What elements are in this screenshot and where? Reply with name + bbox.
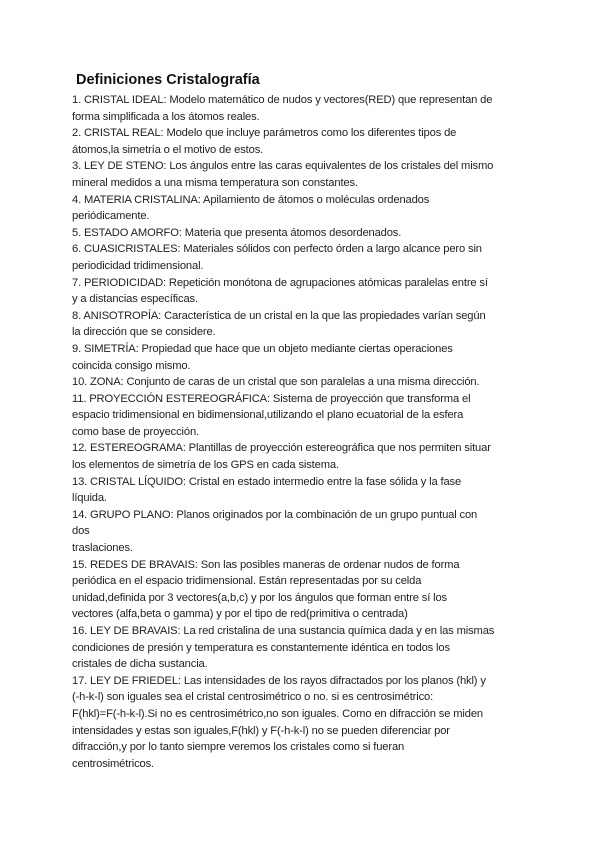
text-line: periodicidad tridimensional. [72,259,204,272]
text-line: 3. LEY DE STENO: Los ángulos entre las caras equivalentes de los cristales del mismo [72,160,494,173]
text-line: 1. CRISTAL IDEAL: Modelo matemático de nudos y vectores(RED) que representan de [72,94,493,106]
text-line: como base de proyección. [72,425,199,438]
text-line: espacio tridimensional en bidimensional,utilizando el plano ecuatorial de la esfera [72,409,464,422]
text-line: líquida. [72,492,107,505]
text-line: 14. GRUPO PLANO: Planos originados por la combinación de un grupo puntual con [72,508,478,521]
definitions-list [72,92,532,772]
text-line: 5. ESTADO AMORFO: Materia que presenta átomos desordenados. [72,226,402,239]
text-line: centrosimétricos. [72,757,155,770]
text-line: difracción,y por lo tanto siempre veremos los cristales como si fueran [72,741,405,754]
text-line: 2. CRISTAL REAL: Modelo que incluye parámetros como los diferentes tipos de [72,127,457,140]
text-line: periódica en el espacio tridimensional. Están representadas por su celda [72,575,422,588]
text-line: 9. SIMETRÍA: Propiedad que hace que un objeto mediante ciertas operaciones [72,342,453,355]
text-line: 12. ESTEREOGRAMA: Plantillas de proyección estereográfica que nos permiten situar [72,442,491,455]
text-line: unidad,definida por 3 vectores(a,b,c) y por los ángulos que forman entre sí los [72,591,447,604]
text-line: 17. LEY DE FRIEDEL: Las intensidades de los rayos difractados por los planos (hkl) y [72,674,486,687]
text-line: 10. ZONA: Conjunto de caras de un cristal que son paralelas a una misma dirección. [72,376,480,389]
document-title: Definiciones Cristalografía [76,72,260,88]
text-line: los elementos de simetría de los GPS en cada sistema. [72,459,339,472]
text-line: 6. CUASICRISTALES: Materiales sólidos con perfecto órden a largo alcance pero sin [72,243,482,256]
document-content [72,70,532,772]
text-line: 15. REDES DE BRAVAIS: Son las posibles maneras de ordenar nudos de forma [72,558,460,571]
text-line: átomos,la simetría o el motivo de estos. [72,143,264,156]
text-line: intensidades y estas son iguales,F(hkl) y F(-h-k-l) no se pueden diferenciar por [72,724,450,737]
text-line: la dirección que se considere. [72,326,216,339]
text-line: periódicamente. [72,210,150,223]
text-line: 16. LEY DE BRAVAIS: La red cristalina de una sustancia química dada y en las mismas [72,625,495,637]
text-line: dos [72,525,90,538]
text-line: y a distancias específicas. [72,293,198,306]
text-line: 7. PERIODICIDAD: Repetición monótona de agrupaciones atómicas paralelas entre sí [72,276,488,289]
text-line: vectores (alfa,beta o gamma) y por el tipo de red(primitiva o centrada) [72,608,408,621]
text-line: mineral medidos a una misma temperatura son constantes. [72,176,358,189]
text-line: forma simplificada a los átomos reales. [72,110,260,123]
text-line: 8. ANISOTROPÍA: Característica de un cristal en la que las propiedades varían según [72,309,486,322]
text-line: 11. PROYECCIÓN ESTEREOGRÁFICA: Sistema de proyección que transforma el [72,392,471,405]
text-line: 4. MATERIA CRISTALINA: Apilamiento de átomos o moléculas ordenados [72,193,430,206]
text-line: F(hkl)=F(-h-k-l).Si no es centrosimétrico,no son iguales. Como en difracción se miden [72,707,483,720]
text-line: traslaciones. [72,542,133,555]
text-line: coincida consigo mismo. [72,359,191,372]
text-line: 13. CRISTAL LÍQUIDO: Cristal en estado intermedio entre la fase sólida y la fase [72,475,462,488]
text-line: cristales de dicha sustancia. [72,658,208,671]
text-line: (-h-k-l) son iguales sea el cristal centrosimétrico o no. si es centrosimétrico: [72,691,434,704]
text-line: condiciones de presión y temperatura es constantemente idéntica en todos los [72,641,450,654]
